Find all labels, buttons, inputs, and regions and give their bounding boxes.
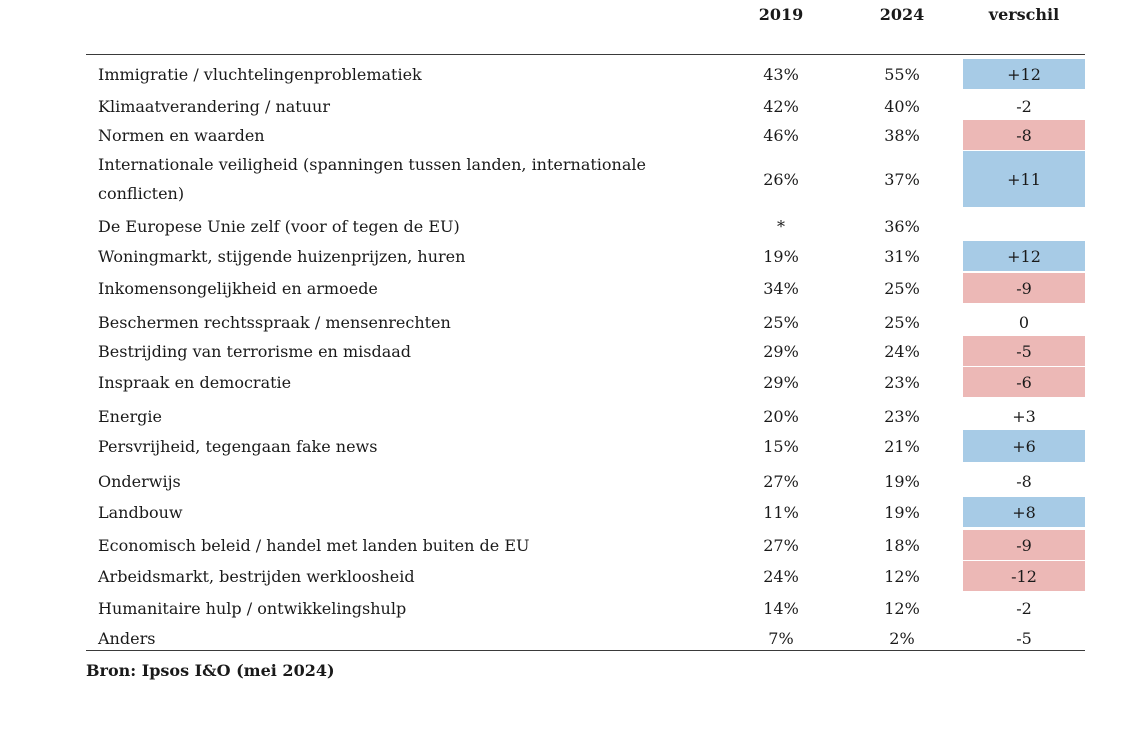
table-row [0, 497, 1132, 527]
table-row [0, 593, 1132, 623]
value-2024: 19% [884, 471, 920, 491]
row-label: Landbouw [98, 502, 183, 522]
value-2019: 26% [763, 169, 799, 189]
diff-cell: -2 [1016, 598, 1032, 618]
diff-cell: 0 [1018, 312, 1030, 332]
value-2019: 11% [763, 502, 799, 522]
value-2024: 38% [884, 125, 920, 145]
value-2019: 27% [763, 535, 799, 555]
value-2019: 42% [763, 96, 799, 116]
value-2024: 12% [884, 598, 920, 618]
value-2024: 40% [884, 96, 920, 116]
diff-decrease-cell: -5 [963, 336, 1085, 366]
row-label: Normen en waarden [98, 125, 265, 145]
value-2019: 43% [763, 64, 799, 84]
header-verschil: verschil [988, 5, 1060, 24]
row-label: De Europese Unie zelf (voor of tegen de EU) [98, 216, 460, 236]
value-2024: 23% [884, 372, 920, 392]
diff-cell: -8 [1016, 471, 1032, 491]
table-row [0, 241, 1132, 271]
diff-increase-cell: +6 [963, 430, 1085, 462]
value-2024: 12% [884, 566, 920, 586]
value-2024: 2% [889, 628, 915, 648]
table-row [0, 336, 1132, 366]
row-label: Persvrijheid, tegengaan fake news [98, 436, 378, 456]
row-label: Onderwijs [98, 471, 181, 491]
value-2024: 25% [884, 278, 920, 298]
table-row [0, 91, 1132, 121]
table-row [0, 430, 1132, 462]
row-label: Immigratie / vluchtelingenproblematiek [98, 64, 422, 84]
value-2019: 14% [763, 598, 799, 618]
row-label: Energie [98, 406, 162, 426]
table-row [0, 211, 1132, 241]
diff-decrease-cell: -9 [963, 530, 1085, 560]
value-2024: 25% [884, 312, 920, 332]
table-row [0, 624, 1132, 652]
row-label: Klimaatverandering / natuur [98, 96, 330, 116]
value-2024: 36% [884, 216, 920, 236]
table-row [0, 367, 1132, 397]
bottom-rule [86, 650, 1085, 651]
diff-cell: -2 [1016, 96, 1032, 116]
value-2019: 24% [763, 566, 799, 586]
value-2024: 23% [884, 406, 920, 426]
value-2019: 19% [763, 246, 799, 266]
value-2024: 31% [884, 246, 920, 266]
diff-decrease-cell: -6 [963, 367, 1085, 397]
table-row [0, 307, 1132, 337]
row-label: Humanitaire hulp / ontwikkelingshulp [98, 598, 407, 618]
row-label: Woningmarkt, stijgende huizenprijzen, huren [98, 246, 466, 266]
row-label: Inspraak en democratie [98, 372, 292, 392]
diff-cell: -5 [1016, 628, 1032, 648]
diff-decrease-cell: -12 [963, 561, 1085, 591]
diff-increase-cell: +12 [963, 241, 1085, 271]
value-2024: 24% [884, 341, 920, 361]
table-row [0, 59, 1132, 89]
diff-increase-cell: +12 [963, 59, 1085, 89]
diff-cell [963, 211, 1085, 241]
table-row [0, 401, 1132, 431]
value-2019: 46% [763, 125, 799, 145]
diff-increase-cell: +8 [963, 497, 1085, 527]
row-label: Bestrijding van terrorisme en misdaad [98, 341, 412, 361]
table-row [0, 561, 1132, 591]
top-rule [86, 54, 1085, 55]
header-2019: 2019 [758, 5, 804, 24]
diff-decrease-cell: -8 [963, 120, 1085, 150]
row-label: Anders [98, 628, 156, 648]
table-row [0, 151, 1132, 207]
row-label: Beschermen rechtsspraak / mensenrechten [98, 312, 451, 332]
table-row [0, 273, 1132, 303]
diff-cell: +3 [1012, 406, 1036, 426]
source-note: Bron: Ipsos I&O (mei 2024) [86, 661, 335, 680]
value-2019: 15% [763, 436, 799, 456]
value-2019: 20% [763, 406, 799, 426]
value-2019: 29% [763, 341, 799, 361]
diff-increase-cell: +11 [963, 151, 1085, 207]
table-row [0, 530, 1132, 560]
row-label: Economisch beleid / handel met landen buiten de EU [98, 535, 530, 555]
value-2019: 29% [763, 372, 799, 392]
row-label: Arbeidsmarkt, bestrijden werkloosheid [98, 566, 415, 586]
value-2019: 7% [768, 628, 794, 648]
header-2024: 2024 [879, 5, 925, 24]
value-2024: 19% [884, 502, 920, 522]
diff-decrease-cell: -9 [963, 273, 1085, 303]
value-2024: 21% [884, 436, 920, 456]
table-row [0, 466, 1132, 496]
value-2019: 27% [763, 471, 799, 491]
row-label: Inkomensongelijkheid en armoede [98, 278, 378, 298]
value-2019: * [777, 216, 785, 236]
value-2019: 34% [763, 278, 799, 298]
value-2024: 37% [884, 169, 920, 189]
table-row [0, 120, 1132, 150]
row-label: Internationale veiligheid (spanningen tussen landen, internationale conflicten) [98, 155, 646, 203]
value-2024: 55% [884, 64, 920, 84]
value-2024: 18% [884, 535, 920, 555]
value-2019: 25% [763, 312, 799, 332]
